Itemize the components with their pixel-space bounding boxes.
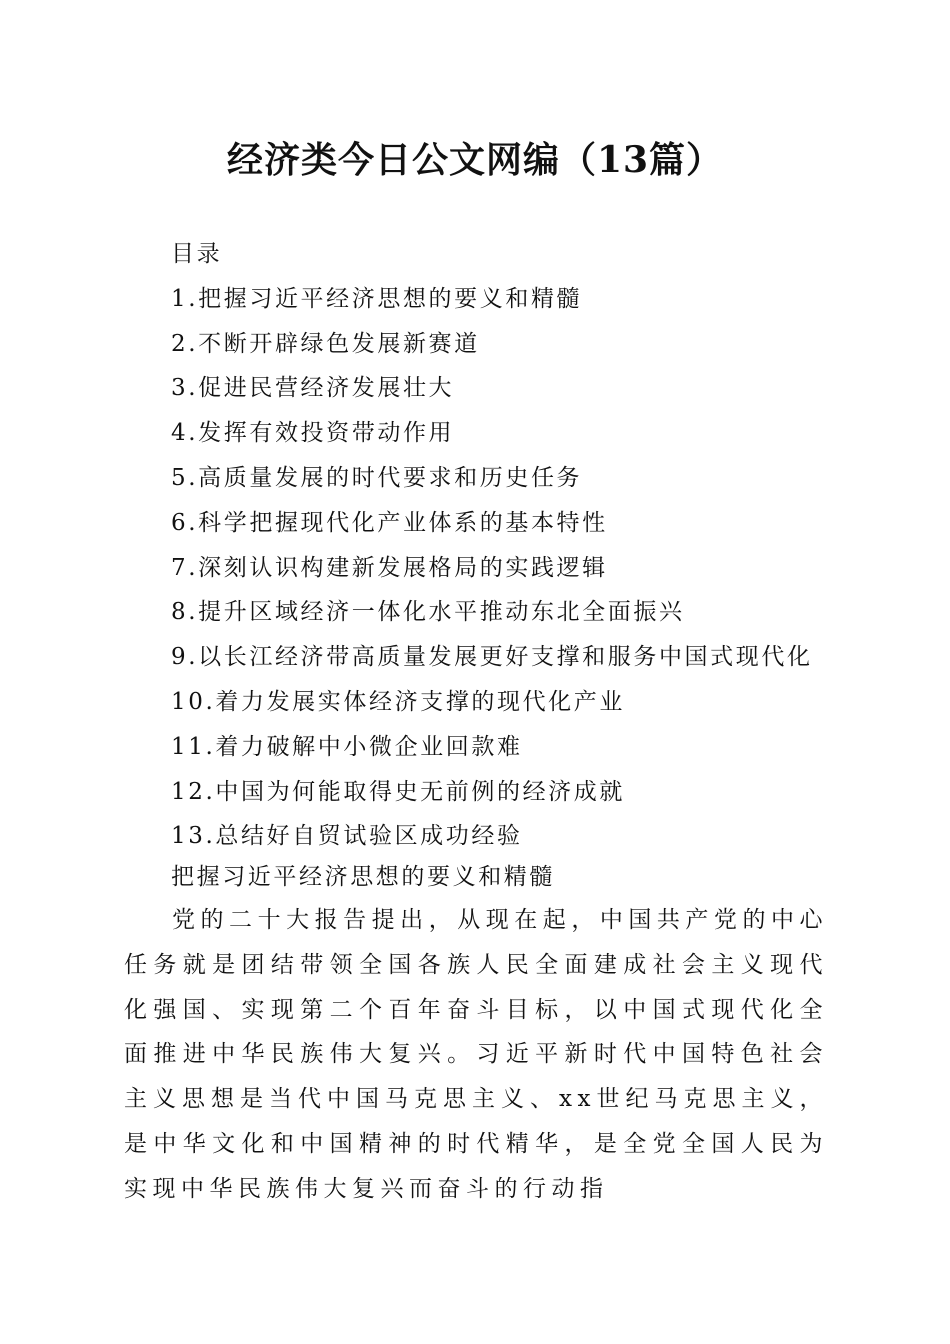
toc-item: 8.提升区域经济一体化水平推动东北全面振兴	[171, 599, 685, 626]
toc-item: 13.总结好自贸试验区成功经验	[171, 823, 523, 850]
section-heading: 把握习近平经济思想的要义和精髓	[171, 864, 555, 890]
body-paragraph: 党的二十大报告提出，从现在起，中国共产党的中心任务就是团结带领全国各族人民全面建成社会主义现代化强国、实现第二个百年奋斗目标，以中国式现代化全面推进中华民族伟大复兴。习近平新时代中国特色社会主义思想是当代中国马克思主义、xx世纪马克思主义，是中华文化和中国精神的时代精华，是全党全国人民为实现中华民族伟大复兴而奋斗的行动指	[124, 907, 828, 1202]
toc-item: 10.着力发展实体经济支撑的现代化产业	[171, 688, 625, 715]
toc-item: 12.中国为何能取得史无前例的经济成就	[171, 778, 625, 805]
toc-item: 4.发挥有效投资带动作用	[171, 420, 455, 447]
toc-item: 6.科学把握现代化产业体系的基本特性	[171, 509, 608, 536]
toc-heading: 目录	[171, 241, 223, 267]
document-title: 经济类今日公文网编（13篇）	[226, 139, 724, 181]
toc-item: 7.深刻认识构建新发展格局的实践逻辑	[171, 554, 608, 581]
toc-item: 5.高质量发展的时代要求和历史任务	[171, 464, 583, 491]
toc-item: 9.以长江经济带高质量发展更好支撑和服务中国式现代化	[171, 644, 813, 671]
toc-item: 2.不断开辟绿色发展新赛道	[171, 330, 480, 357]
toc-item: 3.促进民营经济发展壮大	[171, 375, 455, 402]
table-of-contents	[171, 232, 871, 859]
toc-item: 1.把握习近平经济思想的要义和精髓	[171, 285, 583, 312]
toc-item: 11.着力破解中小微企业回款难	[171, 733, 523, 760]
